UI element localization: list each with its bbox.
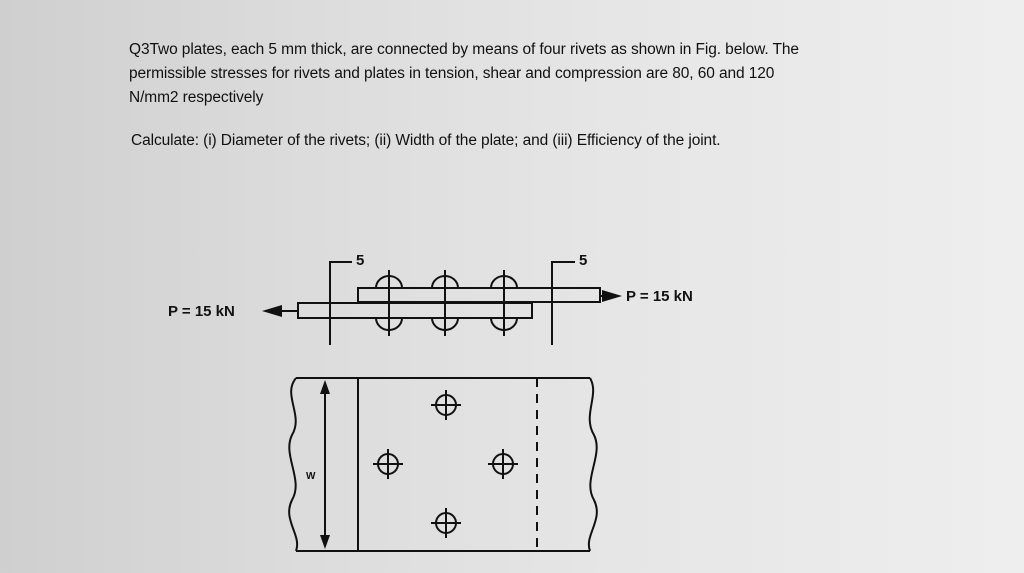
bottom-plate xyxy=(298,303,532,318)
width-arrow-bottom xyxy=(320,535,330,549)
load-label-right: P = 15 kN xyxy=(626,288,693,305)
arrowhead-right xyxy=(602,290,622,302)
thickness-label-left: 5 xyxy=(356,252,365,269)
break-line-right xyxy=(589,378,597,551)
arrowhead-left xyxy=(262,305,282,317)
problem-line-2: permissible stresses for rivets and plates in tension, shear and compression are 80, 60 and 120 xyxy=(129,65,775,82)
problem-line-3: N/mm2 respectively xyxy=(129,89,264,106)
task-statement: Calculate: (i) Diameter of the rivets; (ii) Width of the plate; and (iii) Efficiency of the joint. xyxy=(131,132,721,149)
rivet-plan-4 xyxy=(431,508,461,538)
top-plate xyxy=(358,288,600,302)
width-arrow-top xyxy=(320,380,330,394)
load-label-left: P = 15 kN xyxy=(168,303,235,320)
break-line-left xyxy=(289,378,297,551)
rivet-plan-1 xyxy=(431,390,461,420)
thickness-dim-right xyxy=(552,262,575,345)
rivet-plan-3 xyxy=(488,449,518,479)
width-label: W xyxy=(306,471,316,482)
problem-line-1: Q3Two plates, each 5 mm thick, are connected by means of four rivets as shown in Fig. below. The xyxy=(129,41,799,58)
thickness-label-right: 5 xyxy=(579,252,588,269)
rivet-plan-2 xyxy=(373,449,403,479)
